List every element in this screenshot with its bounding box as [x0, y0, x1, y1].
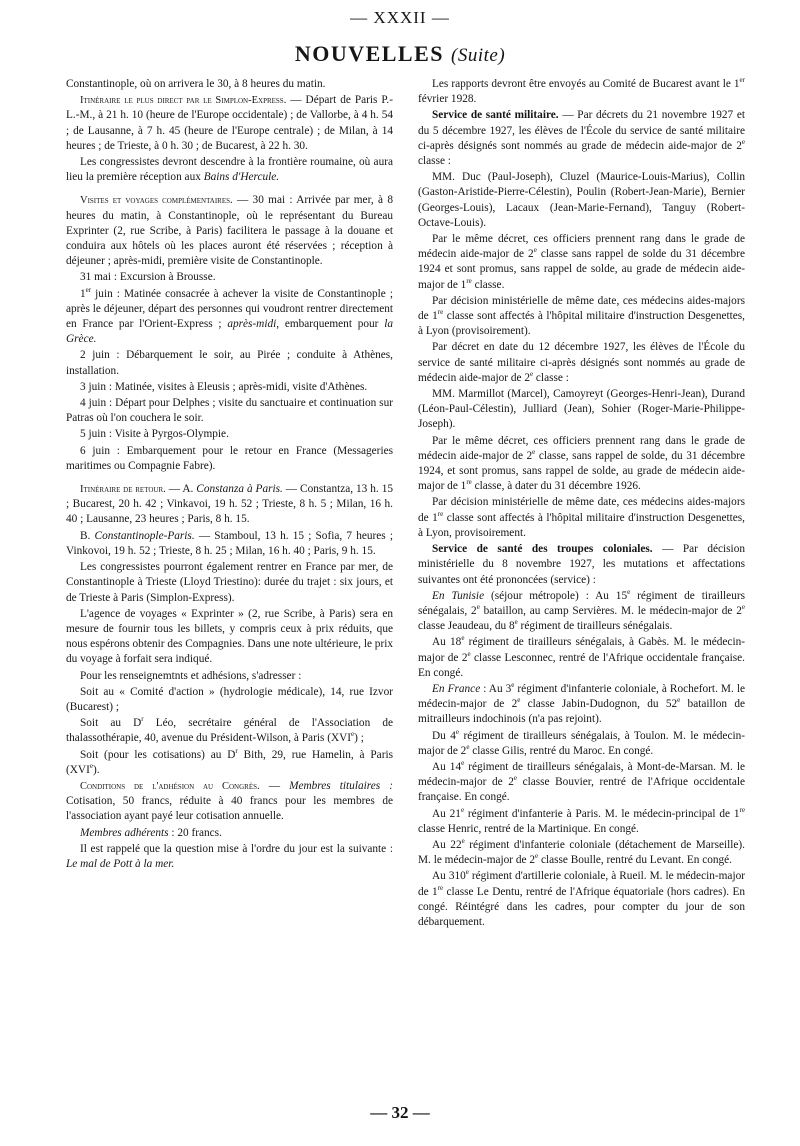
paragraph: Par le même décret, ces officiers prennent rang dans le grade de médecin aide-major de 2e classe, sans rappel de solde, du 31 décembre 1924, et sont promus, sans rappel de solde, au grade de médecin aide-major de 1re classe, à dater du 31 décembre 1926.	[418, 434, 746, 493]
left-column	[66, 77, 393, 873]
section-heading: Conditions de l'adhésion au Congrès.	[80, 780, 260, 792]
paragraph: Au 21e régiment d'infanterie à Paris. M. le médecin-principal de 1re classe Henric, rentré de la Martinique. En congé.	[418, 805, 745, 835]
paragraph-visits: Visites et voyages complémentaires. — 30 mai : Arrivée par mer, à 8 heures du matin, à Constantinople, où le représentant du Bureau Exprinter (2, rue Scribe, à Paris) facilitera le passage à la douane et conduira aux hôtels où les places auront été réservées ; réception à déjeuner ; après-midi, première visite de Constantinople.	[66, 194, 393, 268]
paragraph-colonial-health: Service de santé des troupes coloniales. — Par décision ministérielle du 8 novembre 1927, les mutations et affectations suivantes ont été prononcées (service) :	[418, 543, 745, 586]
section-heading: Service de santé militaire.	[432, 109, 559, 122]
paragraph: Les congressistes devront descendre à la frontière roumaine, où aura lieu la première réception aux Bains d'Hercule.	[66, 156, 393, 184]
section-heading: Visites et voyages complémentaires.	[80, 195, 233, 207]
section-heading: Itinéraire de retour.	[80, 484, 166, 496]
paragraph: Les rapports devront être envoyés au Comité de Bucarest avant le 1er février 1928.	[418, 76, 745, 106]
paragraph-conditions: Conditions de l'adhésion au Congrès. — Membres titulaires : Cotisation, 50 francs, réduite à 40 francs pour les membres de l'association ayant payé leur cotisation annuelle.	[66, 779, 393, 823]
paragraph: 5 juin : Visite à Pyrgos-Olympie.	[80, 428, 229, 441]
paragraph: En Tunisie (séjour métropole) : Au 15e régiment de tirailleurs sénégalais, 2e bataillon, au camp Servières. M. le médecin-major de 2e classe Jeaudeau, du 8e régiment de tirailleurs sénégalais.	[418, 587, 745, 633]
paragraph: Les congressistes pourront également rentrer en France par mer, de Constantinople à Trieste (Lloyd Triestino): durée du trajet : six jours, et de Trieste à Paris (Simplon-Express).	[66, 561, 393, 604]
paragraph: Pour les renseignemtnts et adhésions, s'adresser :	[80, 669, 302, 682]
paragraph: Soit (pour les cotisations) au $D^r$ Bith, 29, rue Hamelin, à Paris (XVIe).	[66, 746, 393, 776]
paragraph: Au 18e régiment de tirailleurs sénégalais, à Gabès. M. le médecin-major de 2e classe Lesconnec, rentré de l'Afrique occidentale française. En congé.	[418, 634, 745, 679]
paragraph-return: Itinéraire de retour. — A. Constanza à Paris. — Constantza, 13 h. 15 ; Bucarest, 20 h. 42 ; Vinkavoi, 19 h. 52 ; Trieste, 8 h. 5 ; Milan, 16 h. 40 ; Lausanne, 23 heures ; Paris, 8 h. 15.	[66, 483, 393, 526]
paragraph: 4 juin : Départ pour Delphes ; visite du sanctuaire et continuation sur Patras où l'on couchera le soir.	[66, 397, 393, 425]
paragraph: En France : Au 3e régiment d'infanterie coloniale, à Rochefort. M. le médecin-major de 2e classe Jabin-Dudognon, du 52e bataillon de mitrailleurs indochinois (n'a pas rejoint).	[418, 681, 746, 726]
paragraph: Par décision ministérielle de même date, ces médecins aides-majors de 1re classe sont affectés à l'hôpital militaire d'instruction Desgenettes, à Lyon (provisoirement).	[418, 294, 745, 338]
paragraph: Au 310e régiment d'artillerie coloniale, à Rueil. M. le médecin-major de 1re classe Le Dentu, rentré de l'Afrique équatoriale (hors cadres). En congé. Réintégré dans les cadres, pour compter du jour de son débarquement.	[418, 868, 745, 928]
page-roman-numeral: — XXXII —	[350, 8, 450, 27]
section-heading: Itinéraire le plus direct par le Simplon-Express.	[80, 95, 287, 107]
paragraph: 31 mai : Excursion à Brousse.	[80, 271, 216, 284]
paragraph: 3 juin : Matinée, visites à Eleusis ; après-midi, visite d'Athènes.	[80, 380, 368, 393]
paragraph-itinerary-direct: Itinéraire le plus direct par le Simplon-Express. — Départ de Paris P.-L.-M., à 21 h. 10 (heure de l'Europe occidentale) ; de Vallorbe, à 4 h. 54 ; de Lausanne, à 7 h. 45 (heure de l'Europe centrale) ; de Milan, à 14 heures ; de Trieste, à 0 h. 30 ; de Bucarest, à 22 h. 30.	[66, 94, 394, 152]
section-heading: Service de santé des troupes coloniales.	[432, 543, 653, 556]
paragraph: Membres adhérents : 20 francs.	[80, 826, 222, 839]
right-column	[418, 77, 745, 931]
paragraph: 1er juin : Matinée consacrée à achever la visite de Constantinople ; après le déjeuner, départ des personnes qui voudront rentrer directement en France par l'Orient-Express ; après-midi, embarquement pour la Grèce.	[66, 285, 393, 346]
title-main: NOUVELLES	[294, 41, 445, 66]
page-number: — 32 —	[370, 1103, 430, 1122]
title-suite: (Suite)	[451, 45, 506, 66]
paragraph-military-health: Service de santé militaire. — Par décrets du 21 novembre 1927 et du 5 décembre 1927, les élèves de l'École du service de santé militaire ci-après désignés sont nommés au grade de médecin aide-major de 2e classe :	[418, 109, 745, 168]
paragraph: Soit au « Comité d'action » (hydrologie médicale), 14, rue Izvor (Bucarest) ;	[66, 685, 393, 713]
paragraph: MM. Marmillot (Marcel), Camoyreyt (Georges-Henri-Jean), Durand (Léon-Paul-Célestin), Julliard (Jean), Sohier (Roger-Marie-Philippe-Joseph).	[418, 388, 745, 431]
paragraph: MM. Duc (Paul-Joseph), Cluzel (Maurice-Louis-Marius), Collin (Gaston-Aristide-Pierre-Célestin), Poulin (Robert-Jean-Marie), Bernier (Georges-Louis), Lacaux (Jean-Marie-Fernand), Tanguy (Robert-Octave-Louis).	[418, 171, 745, 229]
paragraph: Par le même décret, ces officiers prennent rang dans le grade de médecin aide-major de 2e classe sans rappel de solde du 31 décembre 1924 et sont promus, sans rappel de solde, au grade de médecin aide-major de 1re classe.	[418, 233, 745, 291]
paragraph: Il est rappelé que la question mise à l'ordre du jour est la suivante : Le mal de Pott à la mer.	[66, 842, 393, 870]
paragraph: Du 4e régiment de tirailleurs sénégalais, à Toulon. M. le médecin-major de 2e classe Gilis, rentré du Maroc. En congé.	[418, 727, 746, 757]
page-title	[0, 41, 800, 67]
paragraph: Au 22e régiment d'infanterie coloniale (détachement de Marseille). M. le médecin-major de 2e classe Boulle, rentré du Levant. En congé.	[418, 837, 745, 867]
paragraph: 6 juin : Embarquement pour le retour en France (Messageries maritimes ou Compagnie Fabre).	[66, 444, 393, 472]
paragraph: 2 juin : Débarquement le soir, au Pirée ; conduite à Athènes, installation.	[66, 349, 393, 377]
paragraph: Au 14e régiment de tirailleurs sénégalais, à Mont-de-Marsan. M. le médecin-major de 2e classe Bouvier, rentré de l'Afrique occidentale française. En congé.	[418, 759, 745, 804]
paragraph: Par décret en date du 12 décembre 1927, les élèves de l'École du service de santé militaire ci-après désignés sont nommés au grade de médecin aide-major de 2e classe :	[418, 341, 745, 384]
paragraph: Soit au $D^r$ Léo, secrétaire général de l'Association de thalassothérapie, 40, avenue du Président-Wilson, à Paris (XVIe) ;	[66, 715, 393, 745]
paragraph: Par décision ministérielle de même date, ces médecins aides-majors de 1re classe sont affectés à l'hôpital militaire d'instruction Desgenettes, à Lyon, provisoirement.	[418, 496, 745, 539]
paragraph: Constantinople, où on arrivera le 30, à 8 heures du matin.	[66, 78, 326, 90]
paragraph: B. Constantinople-Paris. — Stamboul, 13 h. 15 ; Sofia, 7 heures ; Vinkovoi, 19 h. 52 ; Trieste, 8 h. 25 ; Milan, 16 h. 40 ; Paris, 9 h. 15.	[66, 529, 393, 557]
paragraph: L'agence de voyages « Exprinter » (2, rue Scribe, à Paris) sera en mesure de fournir tous les billets, y compris ceux à prix réduits, que nous espérons obtenir des Compagnies. Dans une note ultérieure, le prix du voyage à forfait sera indiqué.	[66, 607, 393, 666]
